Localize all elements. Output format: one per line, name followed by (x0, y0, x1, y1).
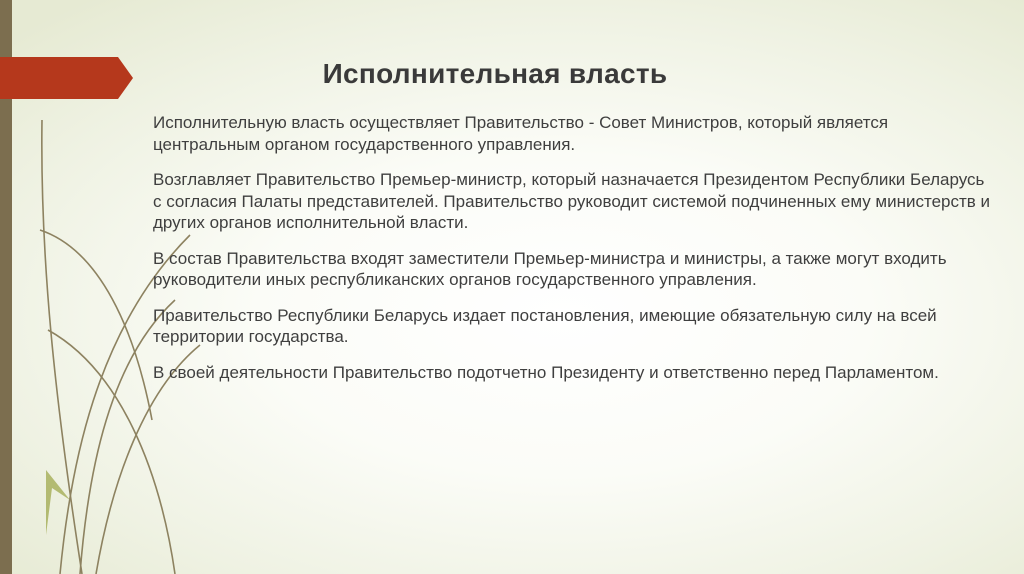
slide-title (0, 58, 1024, 90)
paragraph-5: В своей деятельности Правительство подотчетно Президенту и ответственно перед Парламентом. (153, 362, 939, 382)
slide-title-text: Исполнительная власть (322, 58, 668, 89)
slide-body (153, 112, 993, 383)
paragraph-4: Правительство Республики Беларусь издает постановления, имеющие обязательную силу на всей территории государства. (153, 305, 937, 346)
paragraph-1: Исполнительную власть осуществляет Правительство - Совет Министров, который является центральным органом государственного управления. (153, 113, 889, 154)
paragraph-3: В состав Правительства входят заместители Премьер-министра и министры, а также могут входить руководители иных республиканских органов государственного управления. (153, 248, 947, 289)
paragraph-2: Возглавляет Правительство Премьер-министр, который назначается Президентом Республики Беларусь с согласия Палаты представителей. Правительство руководит системой подчиненных ему министерств и других органов исполнительной власти. (153, 170, 991, 232)
